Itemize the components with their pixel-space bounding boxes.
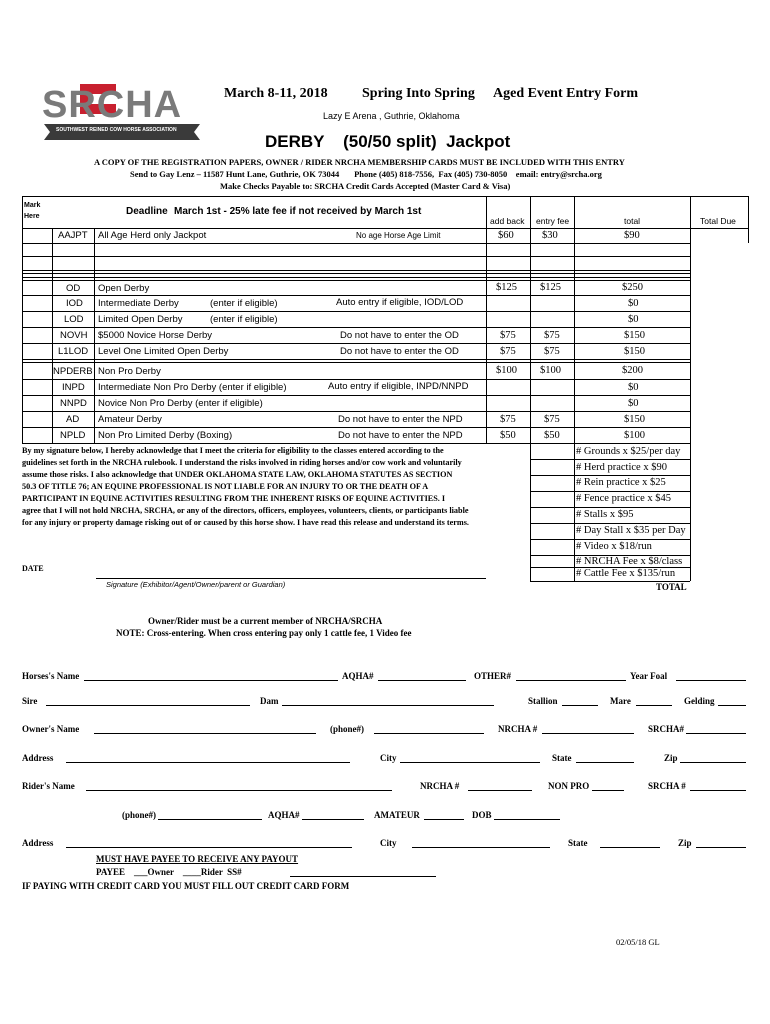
release-line: assume those risks. I also acknowledge that UNDER OKLAHOMA STATE LAW, OKLAHOMA STATUTES AS SECTION [22, 470, 453, 479]
col-add-back: add back [490, 216, 525, 226]
class-name: Amateur Derby [98, 414, 162, 425]
entry-fee: $75 [544, 346, 560, 357]
form-name: Aged Event Entry Form [493, 86, 639, 101]
owner-city-field[interactable] [400, 762, 540, 763]
class-name: Open Derby [98, 283, 150, 294]
show-name: Spring Into Spring [362, 86, 475, 101]
rider-zip-field[interactable] [696, 847, 746, 848]
deadline-text: March 1st - 25% late fee if not received by March 1st [174, 206, 422, 217]
entry-fee: $50 [544, 430, 560, 441]
cross-entering-note: NOTE: Cross-entering. When cross entering pay only 1 cattle fee, 1 Video fee [116, 628, 412, 638]
release-line: PARTICIPANT IN EQUINE ACTIVITIES RESULTING FROM THE INHERENT RISKS OF EQUINE ACTIVITIES. I [22, 494, 446, 503]
total: $0 [628, 382, 639, 393]
entry-fee: $100 [540, 365, 561, 376]
mark-here-label: Mark Here [24, 202, 41, 220]
stallion-label: Stallion [528, 696, 558, 706]
dob-label: DOB [472, 810, 492, 820]
total: $90 [624, 230, 640, 241]
owner-city-label: City [380, 753, 397, 763]
video-fee: # Video x $18/run [576, 541, 652, 552]
rider-aqha-field[interactable] [302, 819, 364, 820]
amateur-field[interactable] [424, 819, 464, 820]
class-name: Non Pro Derby [98, 366, 161, 377]
class-code: L1LOD [58, 346, 89, 357]
owner-phone-label: (phone#) [330, 724, 365, 734]
payee-ss-field[interactable] [290, 876, 436, 877]
rider-nrcha-label: NRCHA # [420, 781, 460, 791]
other-field[interactable] [516, 680, 626, 681]
gelding-field[interactable] [718, 705, 746, 706]
total: $0 [628, 298, 639, 309]
col-entry-fee: entry fee [536, 216, 570, 226]
day-stall-fee: # Day Stall x $35 per Day [576, 525, 686, 536]
dam-field[interactable] [282, 705, 494, 706]
rider-name-field[interactable] [86, 790, 392, 791]
class-name: $5000 Novice Horse Derby [98, 330, 213, 341]
non-pro-field[interactable] [592, 790, 624, 791]
class-note: Auto entry if eligible, INPD/NNPD [328, 381, 469, 392]
owner-zip-label: Zip [664, 753, 678, 763]
total: $250 [622, 282, 643, 293]
release-line: By my signature below, I hereby acknowledge that I meet the criteria for eligibility to the classes entered according to the [22, 446, 444, 455]
total: $150 [624, 414, 645, 425]
registration-notice: A COPY OF THE REGISTRATION PAPERS, OWNER / RIDER NRCHA MEMBERSHIP CARDS MUST BE INCLUDED WITH THIS ENTRY [94, 157, 625, 167]
rider-srcha-field[interactable] [690, 790, 746, 791]
rider-phone-label: (phone#) [122, 810, 157, 820]
rider-city-label: City [380, 838, 397, 848]
membership-note: Owner/Rider must be a current member of NRCHA/SRCHA [148, 616, 383, 626]
rider-srcha-label: SRCHA # [648, 781, 686, 791]
rider-name-label: Rider's Name [22, 781, 75, 791]
mare-field[interactable] [636, 705, 672, 706]
class-name: Non Pro Limited Derby (Boxing) [98, 430, 233, 441]
non-pro-label: NON PRO [548, 781, 590, 791]
total: $150 [624, 346, 645, 357]
total: $0 [628, 398, 639, 409]
entry-fee: $75 [544, 414, 560, 425]
release-line: for any injury or property damage risking out of or caused by this horse show. I have read this release and understand its terms. [22, 518, 469, 527]
rider-state-label: State [568, 838, 588, 848]
class-code: OD [66, 283, 81, 294]
rider-aqha-label: AQHA# [268, 810, 300, 820]
owner-srcha-field[interactable] [686, 733, 746, 734]
mare-label: Mare [610, 696, 631, 706]
rein-practice-fee: # Rein practice x $25 [576, 477, 666, 488]
payee-line: PAYEE ___Owner ____Rider SS# [96, 867, 242, 877]
class-note: Do not have to enter the OD [340, 330, 459, 341]
owner-address-label: Address [22, 753, 54, 763]
class-note: Do not have to enter the NPD [338, 430, 463, 441]
amateur-label: AMATEUR [374, 810, 420, 820]
add-back: $75 [500, 330, 516, 341]
add-back: $50 [500, 430, 516, 441]
owner-nrcha-label: NRCHA # [498, 724, 538, 734]
rider-nrcha-field[interactable] [468, 790, 532, 791]
release-line: 50.3 OF TITLE 76; AN EQUINE PROFESSIONAL IS NOT LIABLE FOR AN INJURY TO OR THE DEATH OF A [22, 482, 429, 491]
class-name: Intermediate Derby [98, 298, 179, 309]
event-dates: March 8-11, 2018 [224, 86, 328, 101]
dob-field[interactable] [494, 819, 560, 820]
class-note: Do not have to enter the OD [340, 346, 459, 357]
date-label: DATE [22, 564, 44, 573]
dam-label: Dam [260, 696, 279, 706]
rider-address-field[interactable] [66, 847, 352, 848]
add-back: $60 [498, 230, 514, 241]
year-foal-field[interactable] [676, 680, 746, 681]
total: $200 [622, 365, 643, 376]
footer-code: 02/05/18 GL [616, 937, 660, 947]
aqha-field[interactable] [378, 680, 466, 681]
owner-zip-field[interactable] [680, 762, 746, 763]
stallion-field[interactable] [562, 705, 598, 706]
deadline-label: Deadline [126, 206, 168, 217]
srcha-logo [42, 82, 202, 140]
credit-card-note: IF PAYING WITH CREDIT CARD YOU MUST FILL OUT CREDIT CARD FORM [22, 881, 350, 891]
owner-srcha-label: SRCHA# [648, 724, 685, 734]
class-code: INPD [62, 382, 85, 393]
col-total-due: Total Due [700, 216, 736, 226]
add-back: $75 [500, 346, 516, 357]
class-code: NNPD [60, 398, 87, 409]
herd-practice-fee: # Herd practice x $90 [576, 462, 667, 473]
stalls-fee: # Stalls x $95 [576, 509, 634, 520]
class-code: LOD [64, 314, 84, 325]
eligible-note: (enter if eligible) [210, 314, 278, 325]
rider-address-label: Address [22, 838, 54, 848]
location: Lazy E Arena , Guthrie, Oklahoma [323, 111, 460, 121]
class-code: NPDERB [53, 366, 93, 377]
class-name: Novice Non Pro Derby (enter if eligible) [98, 398, 263, 409]
release-line: agree that I will not hold NRCHA, SRCHA, or any of the directors, officers, employees, volunteers, clients, or participants liable [22, 506, 469, 515]
class-name: Intermediate Non Pro Derby (enter if eligible) [98, 382, 287, 393]
total: $100 [624, 430, 645, 441]
nrcha-fee: # NRCHA Fee x $8/class [576, 556, 683, 567]
fence-practice-fee: # Fence practice x $45 [576, 493, 672, 504]
owner-name-label: Owner's Name [22, 724, 80, 734]
logo-text: SRCHA [42, 84, 183, 126]
total: $150 [624, 330, 645, 341]
owner-name-field[interactable] [94, 733, 316, 734]
year-foal-label: Year Foal [630, 671, 668, 681]
class-code: NPLD [60, 430, 86, 441]
gelding-label: Gelding [684, 696, 715, 706]
entry-fee: $125 [540, 282, 561, 293]
owner-address-field[interactable] [66, 762, 350, 763]
class-note: Auto entry if eligible, IOD/LOD [336, 297, 464, 308]
total-label: TOTAL [656, 582, 687, 592]
class-name: Limited Open Derby [98, 314, 183, 325]
owner-state-field[interactable] [576, 762, 634, 763]
rider-zip-label: Zip [678, 838, 692, 848]
class-code: AD [66, 414, 80, 425]
class-code: IOD [66, 298, 83, 309]
owner-nrcha-field[interactable] [542, 733, 634, 734]
entry-fee: $30 [542, 230, 558, 241]
class-name: All Age Herd only Jackpot [98, 230, 207, 241]
rider-phone-field[interactable] [158, 819, 262, 820]
add-back: $125 [496, 282, 517, 293]
release-line: guidelines set forth in the NRCHA rulebook. I understand the risks involved in riding horses and/or cow work and voluntarily [22, 458, 462, 467]
total: $0 [628, 314, 639, 325]
horse-name-label: Horses's Name [22, 671, 80, 681]
owner-state-label: State [552, 753, 572, 763]
eligible-note: (enter if eligible) [210, 298, 278, 309]
class-name: Level One Limited Open Derby [98, 346, 229, 357]
payee-heading: MUST HAVE PAYEE TO RECEIVE ANY PAYOUT [96, 854, 299, 864]
page-title: DERBY (50/50 split) Jackpot [265, 132, 511, 151]
col-total: total [624, 216, 641, 226]
checks-payable: Make Checks Payable to: SRCHA Credit Cards Accepted (Master Card & Visa) [220, 181, 511, 191]
class-note: No age Horse Age Limit [356, 231, 441, 240]
sire-label: Sire [22, 696, 38, 706]
aqha-label: AQHA# [342, 671, 374, 681]
other-label: OTHER# [474, 671, 512, 681]
send-to-line: Send to Gay Lenz – 11587 Hunt Lane, Guthrie, OK 73044 Phone (405) 818-7556, Fax (405) 730-8050 email: entry@srcha.org [130, 169, 602, 179]
horse-name-field[interactable] [84, 680, 338, 681]
logo-tagline: SOUTHWEST REINED COW HORSE ASSOCIATION [56, 127, 177, 133]
cattle-fee: # Cattle Fee x $135/run [576, 568, 676, 579]
class-code: NOVH [60, 330, 88, 341]
add-back: $100 [496, 365, 517, 376]
sire-field[interactable] [46, 705, 250, 706]
entry-fee: $75 [544, 330, 560, 341]
owner-phone-field[interactable] [374, 733, 484, 734]
grounds-fee: # Grounds x $25/per day [576, 446, 681, 457]
rider-city-field[interactable] [412, 847, 550, 848]
signature-label: Signature (Exhibitor/Agent/Owner/parent or Guardian) [106, 580, 286, 589]
signature-line[interactable] [96, 578, 486, 579]
add-back: $75 [500, 414, 516, 425]
rider-state-field[interactable] [600, 847, 660, 848]
class-note: Do not have to enter the NPD [338, 414, 463, 425]
class-code: AAJPT [58, 230, 88, 241]
